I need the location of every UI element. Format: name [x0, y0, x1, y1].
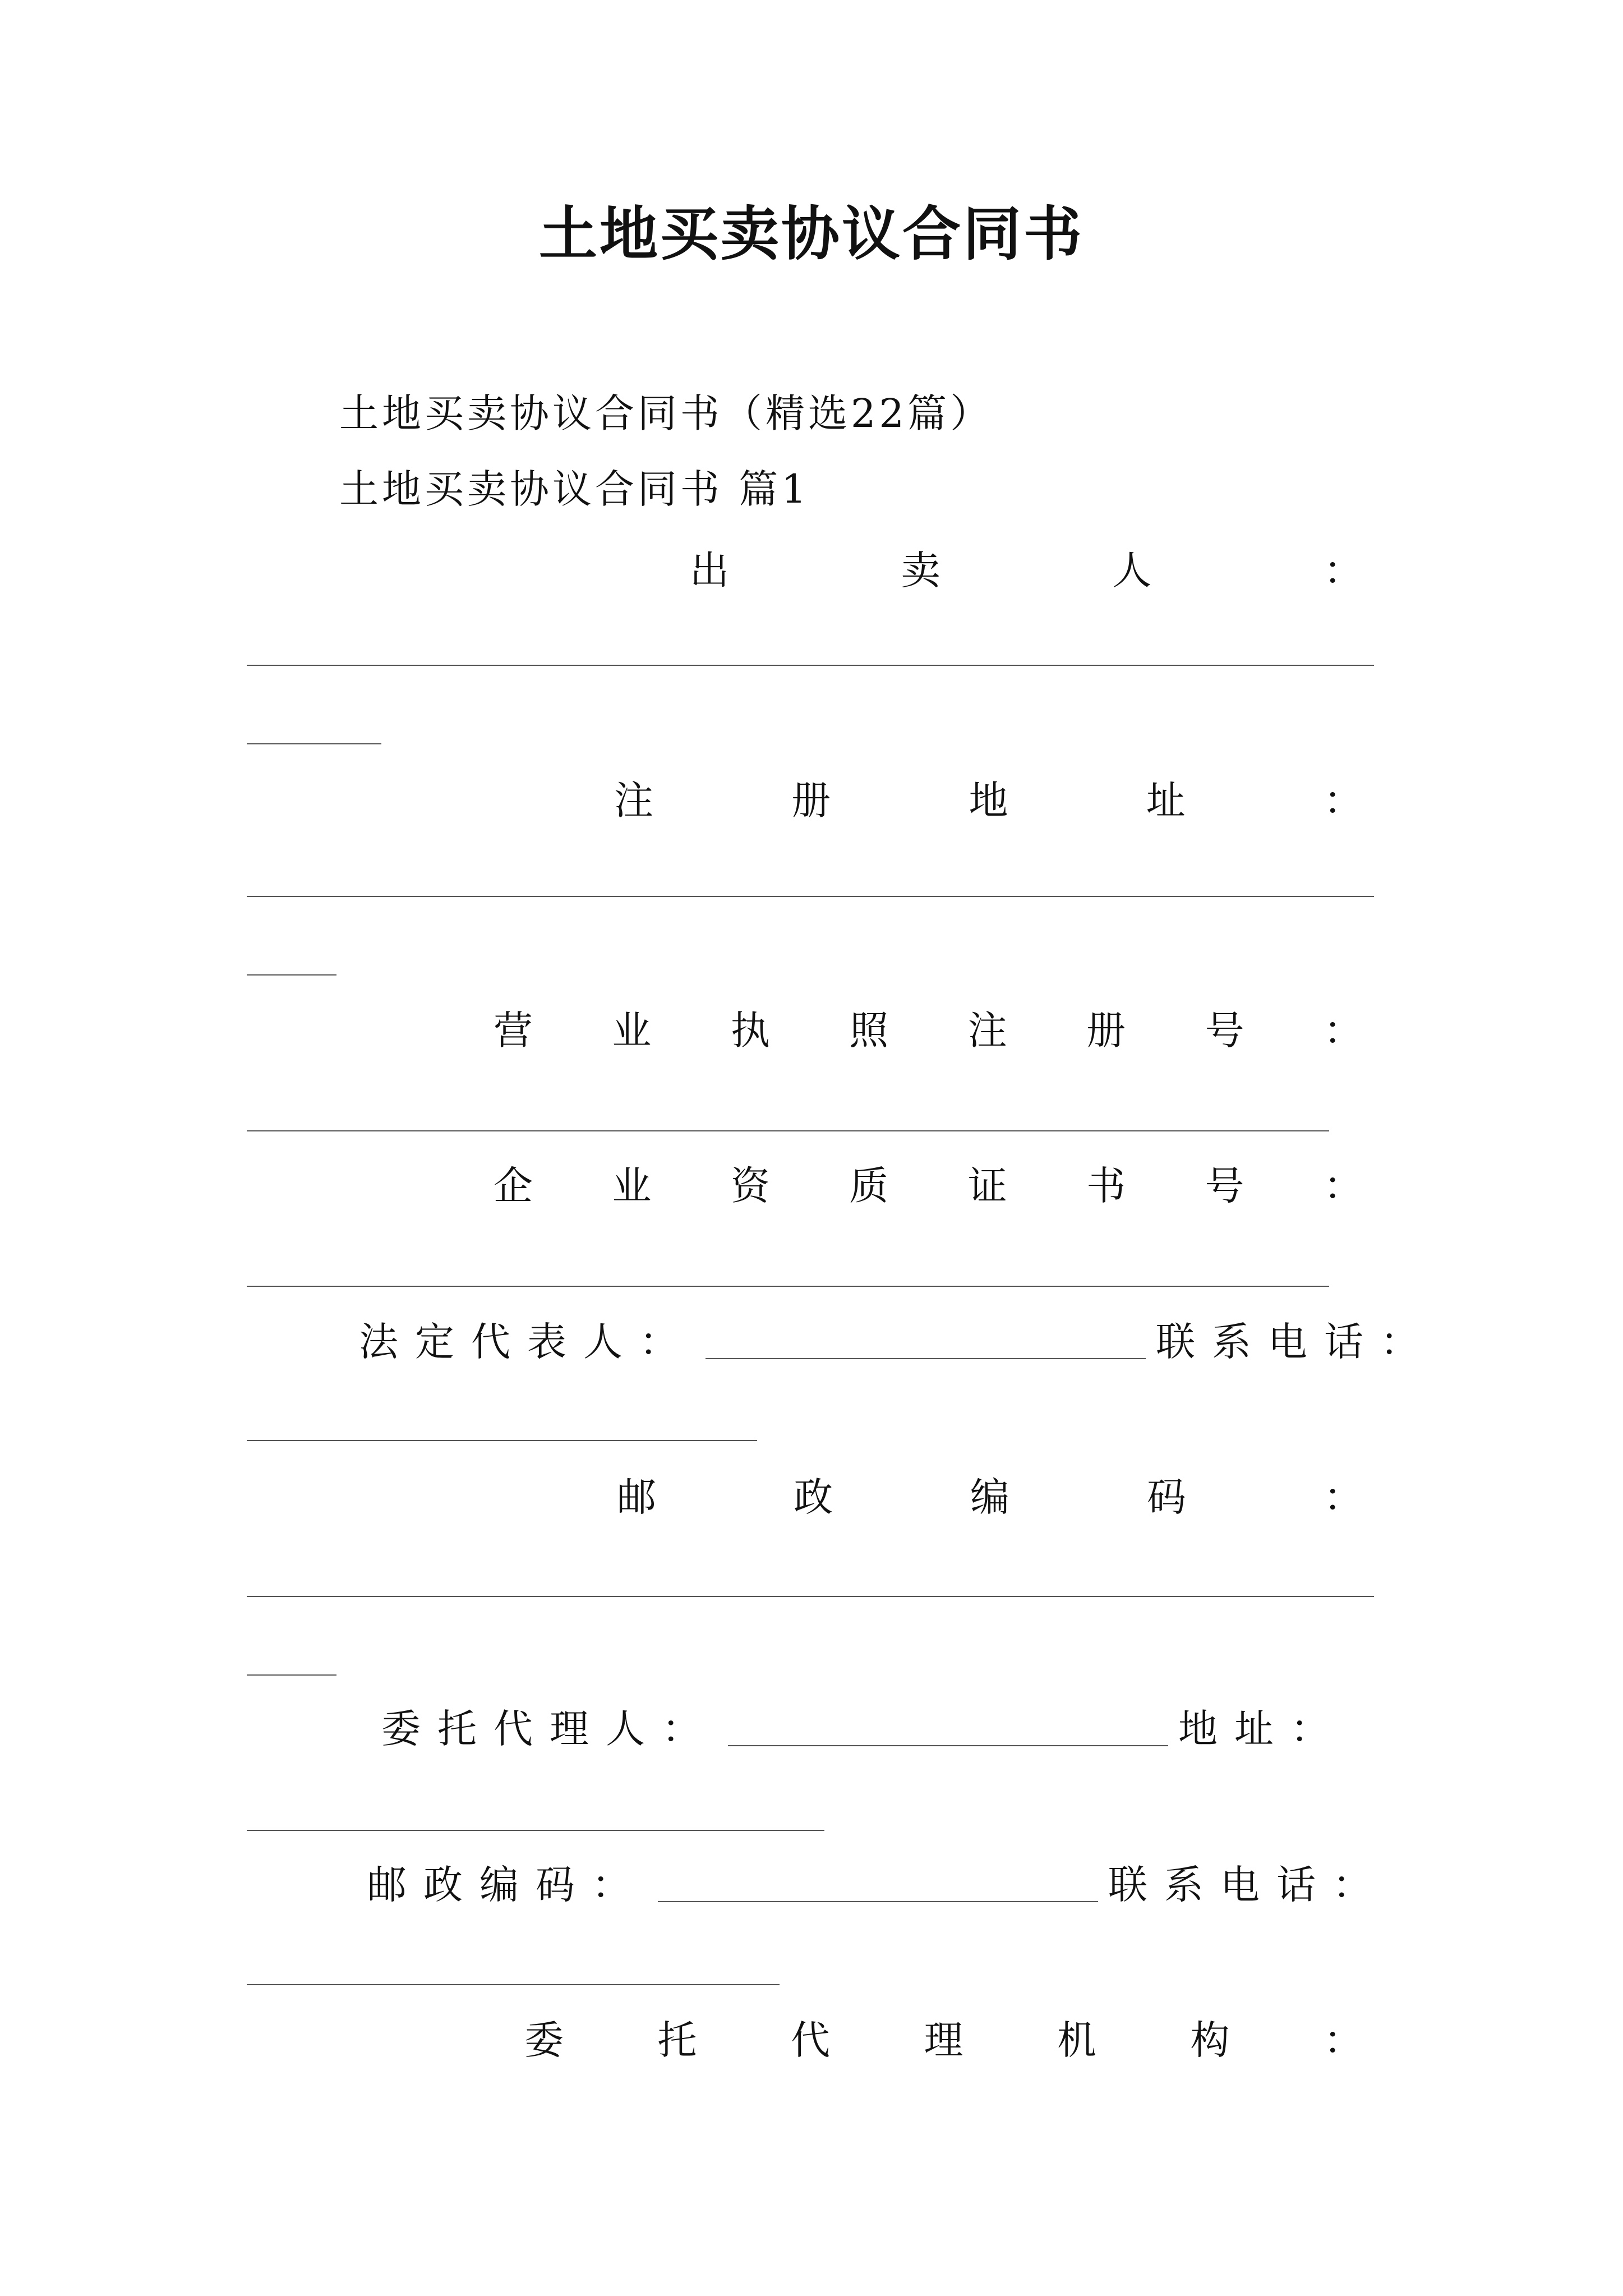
legal-rep-row	[359, 1318, 1436, 1365]
seller-label	[690, 547, 1363, 594]
postal-code-blank-line	[247, 1596, 1374, 1597]
registered-address-blank-line	[247, 896, 1374, 897]
label-char: 照	[849, 1007, 889, 1053]
label-char: 号	[1205, 1163, 1244, 1209]
label-char: ：	[1324, 777, 1363, 823]
qualification-cert-label	[494, 1162, 1363, 1209]
label-char: 企	[494, 1163, 533, 1209]
label-char: 营	[494, 1007, 533, 1053]
label-char: 理	[924, 2017, 963, 2063]
label-char: 质	[849, 1163, 889, 1209]
legal-rep-label: 法定代表人：	[359, 1319, 695, 1365]
business-license-blank-line	[247, 1130, 1329, 1131]
label-char: 委	[524, 2017, 564, 2063]
document-title: 土地买卖协议合同书	[538, 199, 1084, 268]
label-char: 册	[791, 777, 831, 823]
legal-rep-phone-blank-line	[247, 1440, 757, 1441]
label-char: 证	[967, 1163, 1007, 1209]
label-char: 号	[1205, 1007, 1244, 1053]
phone-label: 联系电话：	[1156, 1319, 1436, 1365]
label-char: 注	[614, 777, 653, 823]
label-char: 政	[794, 1474, 833, 1520]
label-char: ：	[1324, 2017, 1363, 2063]
agent-postal-row	[367, 1861, 1389, 1908]
registered-address-blank-line-2	[247, 974, 336, 976]
label-char: 构	[1190, 2017, 1230, 2063]
qualification-cert-blank-line	[247, 1286, 1329, 1287]
label-char: ：	[1324, 1474, 1363, 1520]
label-char: 编	[970, 1474, 1009, 1520]
agent-phone-label: 联系电话：	[1108, 1862, 1389, 1908]
agent-phone-blank-line	[247, 1984, 780, 1985]
label-char: 托	[657, 2017, 697, 2063]
label-char: 机	[1057, 2017, 1096, 2063]
section-heading: 土地买卖协议合同书 篇1	[339, 466, 810, 512]
label-char: 书	[1086, 1163, 1126, 1209]
label-char: 出	[690, 547, 729, 593]
business-license-label	[494, 1007, 1363, 1054]
seller-blank-line-2	[247, 743, 381, 744]
label-char: ：	[1323, 1007, 1363, 1053]
label-char: 地	[969, 777, 1008, 823]
label-char: 业	[612, 1163, 652, 1209]
label-char: 址	[1146, 777, 1186, 823]
label-char: 卖	[901, 547, 940, 593]
label-char: 册	[1086, 1007, 1126, 1053]
agency-label	[524, 2017, 1363, 2064]
legal-rep-blank	[706, 1324, 1146, 1359]
agent-address-blank-line	[247, 1830, 824, 1831]
label-char: ：	[1323, 1163, 1363, 1209]
postal-code-label	[617, 1474, 1363, 1521]
agent-postal-label: 邮政编码：	[367, 1862, 648, 1908]
registered-address-label	[614, 777, 1363, 824]
label-char: 邮	[617, 1474, 656, 1520]
agent-address-label: 地址：	[1178, 1706, 1347, 1752]
label-char: 注	[967, 1007, 1007, 1053]
agent-postal-blank	[658, 1867, 1098, 1902]
label-char: 代	[791, 2017, 830, 2063]
agent-row	[381, 1705, 1347, 1752]
document-subtitle: 土地买卖协议合同书（精选22篇）	[339, 390, 993, 436]
agent-label: 委托代理人：	[381, 1706, 718, 1752]
label-char: 人	[1112, 547, 1152, 593]
label-char: 资	[730, 1163, 770, 1209]
label-char: ：	[1323, 547, 1363, 593]
label-char: 执	[730, 1007, 770, 1053]
label-char: 业	[612, 1007, 652, 1053]
agent-blank	[728, 1711, 1168, 1746]
postal-code-blank-line-2	[247, 1674, 336, 1676]
seller-blank-line	[247, 665, 1374, 666]
label-char: 码	[1147, 1474, 1186, 1520]
